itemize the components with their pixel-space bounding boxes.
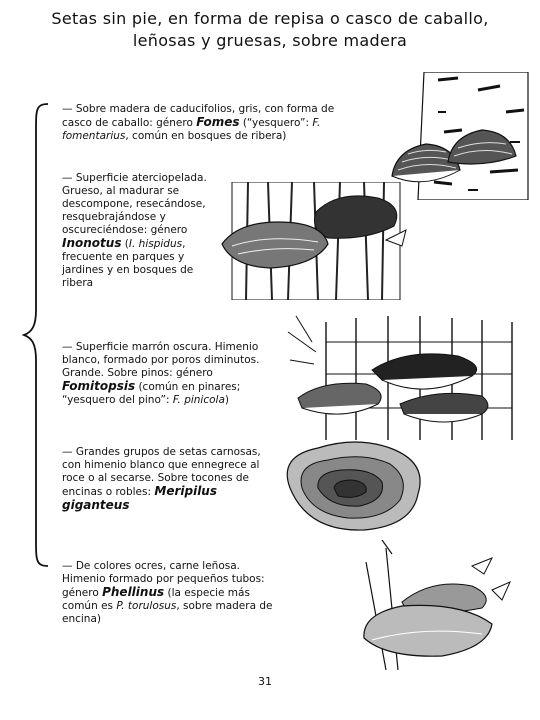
species-name: I. hispidus [128,238,183,250]
species-name: F. fomentarius [62,117,321,142]
fomitopsis-illustration [286,312,524,440]
genus-name: Fomitopsis [62,379,136,393]
title-line-1: Setas sin pie, en forma de repisa o casco de caballo, [51,9,489,28]
inonotus-illustration [218,182,410,300]
species-name: F. pinicola [172,394,225,406]
fomes-illustration [378,72,530,200]
title-line-2: leñosas y gruesas, sobre madera [132,31,408,50]
genus-name: Inonotus [62,236,122,250]
meripilus-illustration [272,434,432,536]
genus-name: Fomes [196,115,240,129]
entry-phellinus: — De colores ocres, carne leñosa. Himenio formado por pequeños tubos: género Phellinus (la especie más común es P. torulosus, sobre madera de encina) [62,560,273,625]
genus-name: Meripilus giganteus [62,484,217,512]
entry-fomes: — Sobre madera de caducifolios, gris, con forma de casco de caballo: género Fomes (“yesquero”: F. fomentarius, común en bosques de ribera) [62,103,335,142]
entry-inonotus: — Superficie aterciopelada. Grueso, al madurar se descompone, resecándose, resquebrajándose y oscureciéndose: género Inonotus (I. hispidus, frecuente en parques y jardines y en bosques de ribera [62,172,207,289]
phellinus-illustration [342,540,514,670]
page-number: 31 [258,675,272,688]
genus-name: Phellinus [102,585,165,599]
page-title [20,8,520,52]
entry-fomitopsis: — Superficie marrón oscura. Himenio blanco, formado por poros diminutos. Grande. Sobre pinos: género Fomitopsis (común en pinares; “yesquero del pino”: F. pinicola) [62,341,260,406]
curly-brace [22,100,52,570]
species-name: P. torulosus [116,600,177,612]
entry-meripilus: — Grandes grupos de setas carnosas, con himenio blanco que ennegrece al roce o al secarse. Sobre tocones de encinas o robles: Meripilus giganteus [62,446,261,512]
